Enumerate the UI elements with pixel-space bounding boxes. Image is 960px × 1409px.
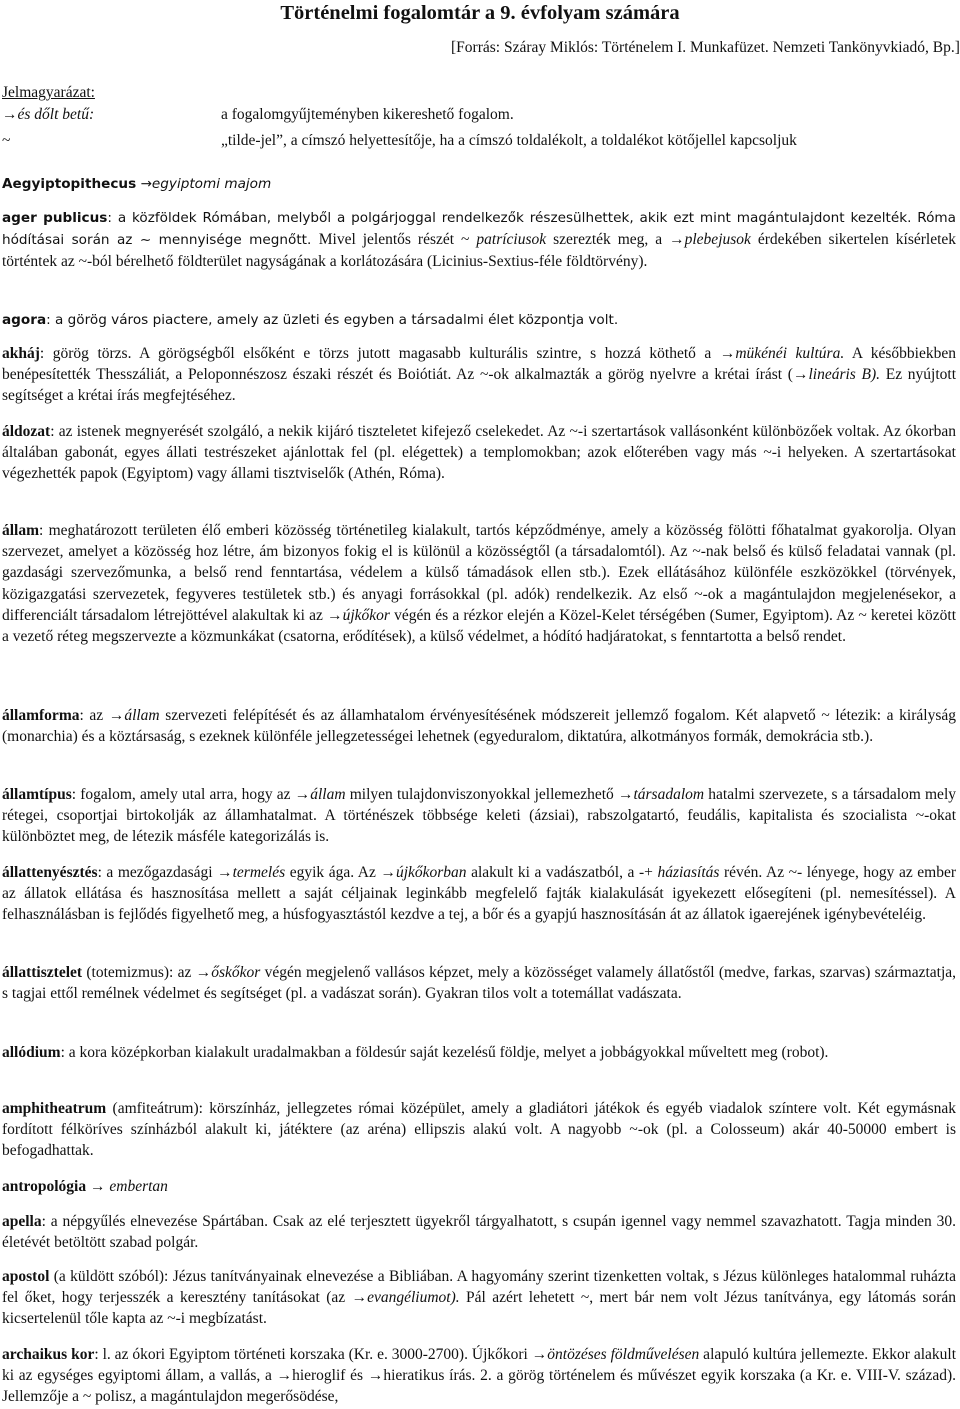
entry-link[interactable]: →újkőkorban: [380, 864, 467, 881]
entry-term: agora: [2, 312, 47, 328]
entry-text: milyen tulajdonviszonyokkal jellemezhető: [345, 786, 618, 803]
entry-text: : fogalom, amely utal arra, hogy az: [71, 786, 295, 803]
entry-text: : az: [79, 707, 109, 724]
entry-text: érdekében sikertelen kísérletek történtek az ~-ból bérelhető földterület nagyságának a korlátozására (Licinius-Sextius-féle földtörvény).: [2, 231, 957, 271]
entry-term: allódium: [2, 1044, 61, 1061]
entry-text: hatalmi szervezete, s a társadalom mely rétegei, csoportjai birtokolják az államhatalmat. A történészek többsége keleti (ázsiai), rabszolgatartó, feudális, kapitalista és szocialista ~-okat különböztet meg, de létezik másféle kategorizálás is.: [2, 786, 956, 846]
entry-term: akháj: [2, 345, 40, 362]
entry-text: Pál azért lehetett ~, mert bár nem volt Jézus tanítványa, egy látomás során kicsertelenül tőle kapta az ~-i megbízatást.: [2, 1289, 957, 1328]
entry-term: áldozat: [2, 423, 51, 440]
entry-allattisztelet: [2, 962, 956, 1004]
entry-term: államforma: [2, 707, 80, 724]
entry-term: apostol: [2, 1268, 50, 1285]
entry-link[interactable]: →őskőkor: [195, 964, 261, 981]
entry-aegyiptopithecus: [2, 174, 956, 195]
entry-term: állam: [2, 522, 40, 539]
entry-antropologia: [2, 1176, 956, 1197]
page-title: Történelmi fogalomtár a 9. évfolyam számára: [280, 2, 680, 24]
legend-key-tilde: ~: [2, 132, 11, 149]
entry-link[interactable]: patríciusok: [476, 231, 547, 249]
entry-text: (amfiteátrum): körszínház, jellegzetes római középület, amely a gladiátori játékok és egyéb viadalok színtere volt. Két egymásnak fordított félköríves színházból alakult ki, játéktere (az aréna) ellipszis alakú volt. A nagyobb ~-ok (pl. a Colosseum) akár 40-50000 embert is befogadhattak.: [2, 1100, 956, 1160]
entry-term: ager publicus: [2, 210, 108, 226]
entry-text: alapuló kultúra jellemezte. Ekkor alakult ki az egységes egyiptomi állam, a vallás, a →hieroglif és →hieratikus írás. 2. a görög történelem és művészet egyik korszaka (a Kr. e. VIII-V. század). Jellemzője a ~ polisz, a magántulajdon megerősödése,: [2, 1346, 957, 1406]
legend-key-italic: →és dőlt betű:: [2, 106, 95, 123]
entry-text: (a küldött szóból): Jézus tanítványainak elnevezése a Bibliában. A hagyomány szerint tizenketten voltak, s Jézus különleges hatalommal ruházta fel őket, hogy terjesszék a keresztény tanításokat (az: [2, 1268, 956, 1307]
entry-link[interactable]: →társadalom: [617, 786, 705, 803]
entry-text: Mivel jelentős részét ~: [318, 231, 477, 249]
entry-apostol: [2, 1266, 956, 1330]
entry-link[interactable]: →állam: [294, 786, 346, 803]
entry-term: állattisztelet: [2, 964, 83, 981]
entry-text: : a népgyűlés elnevezése Spártában. Csak az elé terjesztett ügyekről tárgyalhatott, s csupán igennel vagy nemmel szavazhatott. Tagja minden 30. életévét betöltött szabad polgár.: [2, 1213, 956, 1252]
entry-agora: [2, 310, 956, 331]
entry-link[interactable]: →állam: [108, 707, 160, 724]
entry-ager-publicus: [2, 208, 956, 274]
entry-text: : a mezőgazdasági: [97, 864, 218, 881]
legend-heading: Jelmagyarázat:: [2, 84, 95, 101]
entry-link[interactable]: →lineáris B).: [792, 366, 881, 384]
entry-text: : l. az ókori Egyiptom történeti korszaka (Kr. e. 3000-2700). Újkőkori: [94, 1346, 532, 1363]
entry-link[interactable]: →újkőkor: [327, 606, 390, 624]
entry-link[interactable]: →evangéliumot).: [351, 1289, 460, 1307]
entry-text: : a görög város piactere, amely az üzleti és egyben a társadalmi élet központja volt.: [46, 312, 619, 328]
entry-link[interactable]: →mükénéi kultúra.: [719, 345, 845, 362]
entry-text: alakult ki a vadászatból, a -+: [466, 864, 658, 881]
entry-aldozat: [2, 421, 956, 485]
entry-term: amphitheatrum: [2, 1100, 107, 1117]
entry-archaikus-kor: [2, 1344, 956, 1408]
entry-term: állattenyésztés: [2, 864, 98, 881]
entry-text: egyik ága. Az: [285, 864, 381, 881]
entry-text: végén megjelenő vallásos képzet, mely a közösséget valamely állatőstől (medve, farkas, szarvas) származtatja, s tagjai ettől remélnek védelmet és segítséget (pl. a vadászat során). Gyakran tilos volt a totemállat vadászata.: [2, 964, 957, 1003]
entry-text: : meghatározott területen élő emberi közösség történetileg kialakult, tartós képződménye, amely a közösség fölötti főhatalmat gyakorolja. Olyan szervezet, amelyet a közösség hoz létre, ám bizonyos fokig el is különül a közösségtől (a társadalomtól). Az ~-nak belső és külső feladatai vannak (pl. gazdasági szervezőmunka, a belső rend fenntartása, védelem a külső támadások ellen stb.). Ezek ellátásához különféle eszközökkel (törvények, közigazgatási szervezetek, fegyveres testületek stb.) és anyagi forrásokkal (pl. adók) rendelkezik. Az első ~-ok a magántulajdon megjelenésekor, a differenciált társadalom létrejöttével alakultak ki az: [2, 522, 956, 624]
entry-link[interactable]: háziasítás: [657, 864, 720, 881]
entry-text: szervezeti felépítését és az államhatalom érvényesítésének módszereit jellemző fogalom. Két alapvető ~ létezik: a királyság (monarchia) és a köztársaság, s ezeknek különféle jellegzetességei lehetnek (egyeduralom, diktatúra, alkotmányos formák, demokrácia stb.).: [2, 707, 956, 746]
entry-amphitheatrum: [2, 1098, 956, 1162]
legend-desc-tilde: „tilde-jel”, a címszó helyettesítője, ha a címszó toldalékolt, a toldalékot kötőjellel kapcsoljuk: [221, 132, 797, 149]
entry-term: archaikus kor: [2, 1346, 95, 1363]
entry-text: : görög törzs. A görögségből elsőként e törzs jutott magasabb kulturális szintre, s hozzá köthető a: [39, 345, 720, 362]
entry-text: révén. Az ~- lényege, hogy az ember az állatok ellátása és hasznosítása mellett a saját céljainak leginkább megfelelő fajták kialakulását igyekezett elősegíteni (pl. nemesítéssel). A felhasználásban is fejlődés figyelhető meg, a húsfogyasztástól kezdve a tej, a bőr és a gyapjú hasznosításán át az állatok igaerejének igénybevételéig.: [2, 864, 957, 924]
entry-reference[interactable]: → embertan: [90, 1178, 168, 1195]
entry-text: végén és a rézkor elején a Közel-Kelet térségében (Sumer, Egyiptom). Az ~ keretei között a vezető réteg megszervezte a közmunkákat (csatorna, erődítések), a külső védelmet, a hódító hadjáratokat, s fenntartotta a belső rendet.: [2, 606, 957, 646]
entry-text: szerezték meg, a: [546, 231, 670, 249]
entry-text: : az istenek megnyerését szolgáló, a nekik kijáró tiszteletet kifejező cselekedet. Az ~-i szertartások vallásonként különbözőek voltak. Az ókorban általában gabonát, egyes állati testrészeket ajánlottak fel (pl. elégettek) a templomokban; azok előterében vagy más ~-i helyeken. A szertartásokat végezhették papok (Egyiptom) vagy állami tisztviselők (Athén, Róma).: [2, 423, 956, 483]
legend-desc-italic: a fogalomgyűjteményben kikereshető fogalom.: [221, 106, 514, 123]
entry-text: (totemizmus): az: [82, 964, 196, 981]
entry-text: : a közföldek Rómában, melyből a polgárjoggal rendelkezők részesülhettek, akik ezt mint magántulajdont kezelték. Róma hódításai során az ~ mennyisége megnőtt.: [2, 210, 956, 249]
entry-allam: [2, 520, 956, 647]
entry-apella: [2, 1211, 956, 1253]
entry-akhaj: [2, 343, 956, 407]
entry-term: államtípus: [2, 786, 72, 803]
entry-allattenyesztes: [2, 862, 956, 926]
entry-link[interactable]: →plebejusok: [669, 231, 751, 249]
entry-term: antropológia: [2, 1178, 87, 1195]
entry-link[interactable]: →termelés: [217, 864, 286, 881]
entry-allamtipus: [2, 784, 956, 848]
entry-text: Ez nyújtott segítséget a krétai írás megfejtéséhez.: [2, 366, 957, 405]
entry-allodium: [2, 1042, 956, 1063]
entry-link[interactable]: →öntözéses földművelésen: [531, 1346, 700, 1363]
entry-text: A későbbiekben benépesítették Thesszáliát, a Peloponnészosz északi részét és Boiótiát. Az ~-ok alkalmazták a görög nyelvre a krétai írást (: [2, 345, 957, 384]
entry-term: apella: [2, 1213, 42, 1230]
source-citation: [Forrás: Száray Miklós: Történelem I. Munkafüzet. Nemzeti Tankönyvkiadó, Bp.]: [451, 39, 960, 56]
entry-allamforma: [2, 705, 956, 747]
entry-text: : a kora középkorban kialakult uradalmakban a földesúr saját kezelésű földje, melyet a jobbágyokkal műveltett meg (robot).: [60, 1044, 829, 1061]
entry-reference: →egyiptomi majom: [140, 176, 272, 192]
entry-term: Aegyiptopithecus: [2, 176, 137, 192]
